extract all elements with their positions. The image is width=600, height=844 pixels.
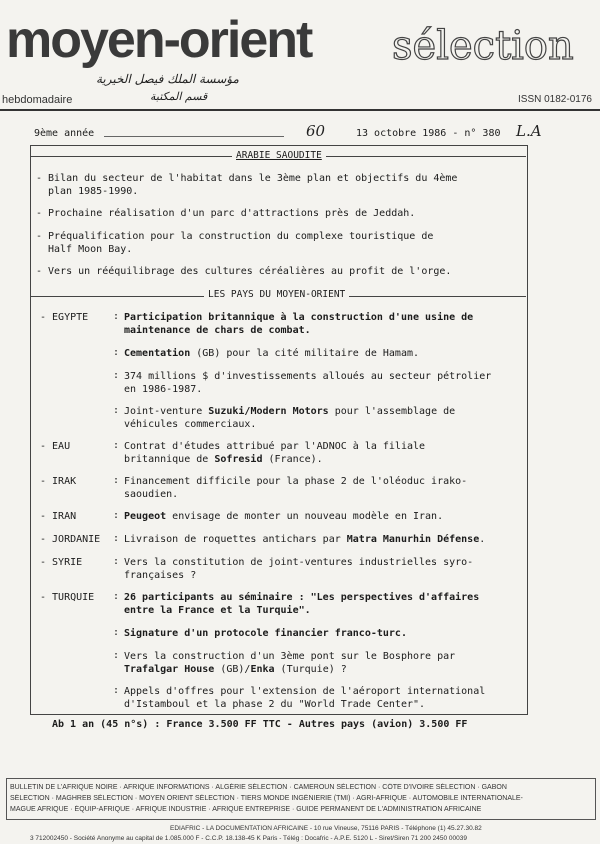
turquie-entry-3-l1: Vers la construction d'un 3ème pont sur le Bosphore par	[124, 651, 456, 662]
egypte-entry-3-l1: 374 millions $ d'investissements alloués au secteur pétrolier	[124, 371, 492, 382]
s1-item-1-l2: plan 1985-1990.	[48, 186, 139, 197]
handwritten-number: 60	[306, 122, 326, 140]
s1-item-4: - Vers un rééquilibrage des cultures céréalières au profit de l'orge.	[36, 266, 452, 277]
subscription-line: Ab 1 an (45 n°s) : France 3.500 FF TTC - Autres pays (avion) 3.500 FF	[52, 719, 468, 730]
irak-entry-l1: Financement difficile pour la phase 2 de l'oléoduc irako-	[124, 476, 468, 487]
colon: :	[113, 311, 120, 322]
year-underline	[104, 136, 284, 137]
irak-entry-l2: saoudien.	[124, 489, 179, 500]
turquie-entry-4-l2: d'Istamboul et la phase 2 du "World Trade Center".	[124, 699, 426, 710]
egypte-entry-3-l2: en 1986-1987.	[124, 384, 203, 395]
egypte-entry-1-l2: maintenance de chars de combat.	[124, 325, 311, 336]
s1-item-1-l1: - Bilan du secteur de l'habitat dans le 3ème plan et objectifs du 4ème	[36, 173, 458, 184]
s1-item-3-l1: - Préqualification pour la construction du complexe touristique de	[36, 231, 434, 242]
issn: ISSN 0182-0176	[518, 94, 592, 105]
country-eau: - EAU	[40, 441, 71, 452]
colon: :	[113, 591, 120, 602]
syrie-entry-l2: françaises ?	[124, 570, 197, 581]
colon: :	[113, 405, 120, 416]
turquie-entry-1-l1: 26 participants au séminaire : "Les perspectives d'affaires	[124, 592, 480, 603]
s1-item-3-l2: Half Moon Bay.	[48, 244, 133, 255]
turquie-entry-1-l2: entre la France et la Turquie".	[124, 605, 311, 616]
country-irak: - IRAK	[40, 476, 77, 487]
jordanie-entry: Livraison de roquettes antichars par Matra Manurhin Défense.	[124, 534, 486, 545]
egypte-entry-2: Cementation (GB) pour la cité militaire de Hamam.	[124, 348, 420, 359]
colon: :	[113, 347, 120, 358]
footer-line-3: MAGUE AFRIQUE · ÉQUIP-AFRIQUE · AFRIQUE INDUSTRIE · AFRIQUE ENTREPRISE · GUIDE PERMANENT DE L'ADMINISTRATION AFRICAINE	[10, 806, 482, 813]
country-egypte: - EGYPTE	[40, 312, 89, 323]
syrie-entry-l1: Vers la constitution de joint-ventures industrielles syro-	[124, 557, 474, 568]
issue-year: 9ème année	[34, 128, 95, 139]
masthead-subtitle: sélection	[392, 23, 574, 69]
handwritten-initials: L.A	[516, 122, 542, 140]
country-turquie: - TURQUIE	[40, 592, 95, 603]
turquie-entry-4-l1: Appels d'offres pour l'extension de l'aéroport international	[124, 686, 486, 697]
country-syrie: - SYRIE	[40, 557, 83, 568]
iran-entry: Peugeot envisage de monter un nouveau modèle en Iran.	[124, 511, 444, 522]
country-jordanie: - JORDANIE	[40, 534, 101, 545]
s1-item-2: - Prochaine réalisation d'un parc d'attractions près de Jeddah.	[36, 208, 416, 219]
arabic-stamp: مؤسسة الملك فيصل الخيرية	[96, 72, 239, 86]
turquie-entry-3-l2: Trafalgar House (GB)/Enka (Turquie) ?	[124, 664, 347, 675]
country-iran: - IRAN	[40, 511, 77, 522]
colon: :	[113, 440, 120, 451]
turquie-entry-2: Signature d'un protocole financier franco-turc.	[124, 628, 407, 639]
section2-title: LES PAYS DU MOYEN-ORIENT	[204, 289, 349, 300]
egypte-entry-4-l2: véhicules commerciaux.	[124, 419, 257, 430]
legal-line: 3 712002450 - Société Anonyme au capital de 1.085.000 F - C.C.P. 18.138-45 K Paris - Télég : Docafric - A.P.E. 5120 L - Siret/Siren 71 200 2450 00039	[30, 835, 467, 842]
colon: :	[113, 685, 120, 696]
colon: :	[113, 370, 120, 381]
colon: :	[113, 650, 120, 661]
colon: :	[113, 510, 120, 521]
eau-entry-l2: britannique de Sofresid (France).	[124, 454, 323, 465]
issue-date: 13 octobre 1986 - n° 380	[356, 128, 501, 139]
footer-line-1: BULLETIN DE L'AFRIQUE NOIRE · AFRIQUE INFORMATIONS · ALGÉRIE SÉLECTION · CAMEROUN SÉLECTION · CÔTE D'IVOIRE SÉLECTION · GABON	[10, 784, 507, 791]
colon: :	[113, 475, 120, 486]
publisher-line: EDIAFRIC - LA DOCUMENTATION AFRICAINE - 10 rue Vineuse, 75116 PARIS - Téléphone (1) 45.27.30.82	[170, 825, 482, 832]
egypte-entry-1-l1: Participation britannique à la construction d'une usine de	[124, 312, 474, 323]
eau-entry-l1: Contrat d'études attribué par l'ADNOC à la filiale	[124, 441, 426, 452]
masthead-title: moyen-orient	[6, 11, 312, 69]
colon: :	[113, 533, 120, 544]
periodicity: hebdomadaire	[2, 94, 73, 106]
egypte-entry-4-l1: Joint-venture Suzuki/Modern Motors pour l'assemblage de	[124, 406, 456, 417]
arabic-stamp-2: قسم المكتبة	[150, 90, 208, 103]
footer-line-2: SÉLECTION · MAGHREB SÉLECTION · MOYEN ORIENT SÉLECTION · TIERS MONDE INGÉNIERIE (TMI) · AGRI-AFRIQUE · AUTOMOBILE INTERNATIONALE-	[10, 795, 523, 802]
colon: :	[113, 556, 120, 567]
colon: :	[113, 627, 120, 638]
masthead-rule	[0, 109, 600, 111]
section1-title: ARABIE SAOUDITE	[232, 150, 326, 161]
